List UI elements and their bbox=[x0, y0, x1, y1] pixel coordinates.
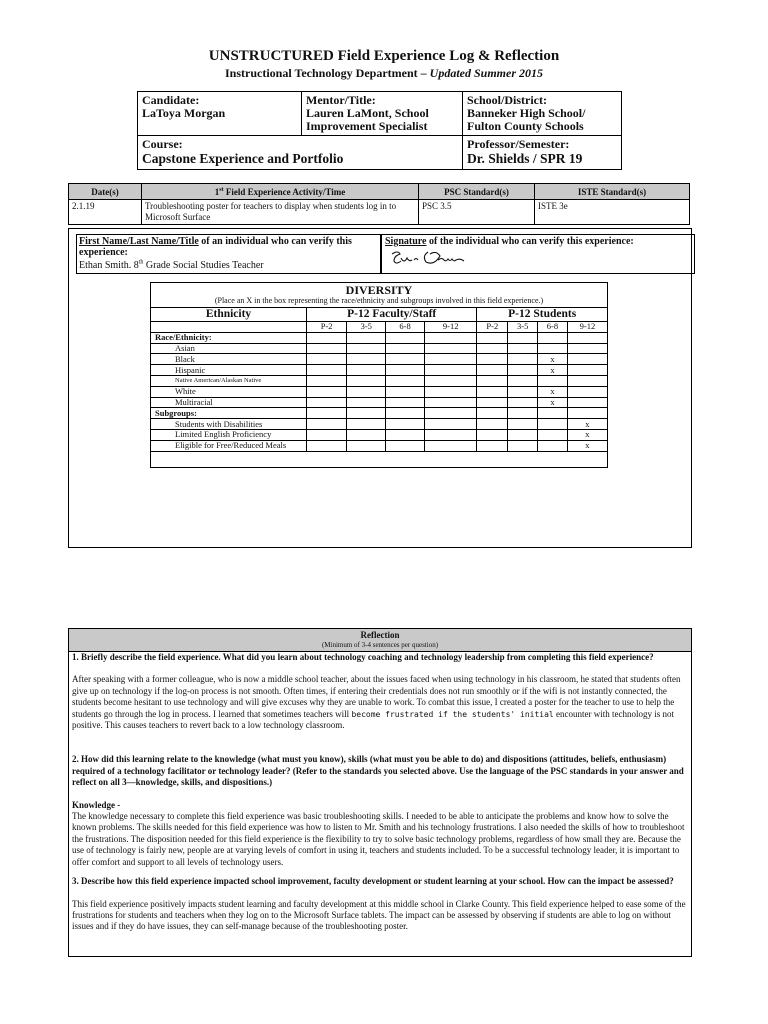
mark-cell[interactable] bbox=[508, 354, 538, 365]
table-row bbox=[151, 429, 608, 440]
answer-2: The knowledge necessary to complete this field experience was basic troubleshooting skills. I needed to be able to anticipate the problems and know how to solve the known problems. The skills needed for this field experience was how to listen to Mr. Smith and his technology frustrations. I also needed the skills of how to troubleshoot the frustrations. The disposition needed for this field experience is the flexibility to try to solve basic technology problems, regardless of how small they are. Because the use of technology is fairly new, people are at varying levels of comfort in using it, teachers and students included. To be a successful technology leader, it is important to offer comfort and support to all levels of technology users. bbox=[72, 811, 685, 867]
mark-cell[interactable] bbox=[508, 375, 538, 386]
question-2: 2. How did this learning relate to the knowledge (what must you know), skills (what must you be able to do) and dispositions (attitudes, beliefs, enthusiasm) required of a technology facilitator or technology leader? (Refer to the standards you selected above. Use the language of the PSC standards in your answer and reflect on all 3—knowledge, skills, and dispositions.) bbox=[72, 754, 684, 788]
mark-cell[interactable] bbox=[567, 343, 607, 354]
verifier-name: Ethan Smith. 8th Grade Social Studies Teacher bbox=[79, 260, 264, 272]
mark-cell[interactable] bbox=[538, 375, 568, 386]
reflection-header bbox=[68, 628, 692, 652]
mark-cell[interactable] bbox=[538, 429, 568, 440]
mark-cell[interactable] bbox=[307, 429, 347, 440]
mark-cell[interactable] bbox=[307, 386, 347, 397]
reflection-body bbox=[72, 652, 688, 933]
grade-header: 3-5 bbox=[508, 322, 538, 333]
course-cell bbox=[138, 136, 463, 170]
page-subtitle bbox=[0, 66, 768, 81]
table-row bbox=[151, 365, 608, 376]
mark-cell[interactable] bbox=[347, 354, 386, 365]
ethnicity-header: Ethnicity bbox=[151, 308, 307, 322]
col-date: Date(s) bbox=[69, 184, 142, 200]
mark-cell[interactable] bbox=[538, 419, 568, 430]
mark-cell[interactable] bbox=[477, 375, 508, 386]
mark-cell[interactable] bbox=[477, 429, 508, 440]
mark-cell[interactable] bbox=[567, 397, 607, 408]
mark-cell[interactable] bbox=[347, 365, 386, 376]
mark-cell[interactable] bbox=[347, 343, 386, 354]
course-name: Capstone Experience and Portfolio bbox=[142, 151, 344, 166]
mark-cell[interactable] bbox=[538, 343, 568, 354]
diversity-instructions: (Place an X in the box representing the race/ethnicity and subgroups involved in this field experience.) bbox=[214, 296, 544, 305]
grade-header: P-2 bbox=[477, 322, 508, 333]
mark-cell[interactable] bbox=[567, 365, 607, 376]
mark-cell[interactable] bbox=[508, 397, 538, 408]
mark-cell[interactable] bbox=[386, 419, 425, 430]
diversity-table bbox=[150, 307, 608, 452]
mark-cell[interactable] bbox=[386, 440, 425, 451]
course-label: Course: bbox=[142, 137, 183, 151]
grade-row bbox=[151, 322, 608, 333]
mark-cell[interactable] bbox=[477, 397, 508, 408]
faculty-header: P-12 Faculty/Staff bbox=[307, 308, 477, 322]
professor-label: Professor/Semester: bbox=[467, 137, 570, 151]
mark-cell[interactable] bbox=[347, 397, 386, 408]
row-label: Native American/Alaskan Native bbox=[151, 375, 307, 386]
mark-cell[interactable] bbox=[386, 386, 425, 397]
mark-cell[interactable]: x bbox=[567, 440, 607, 451]
mentor-name: Lauren LaMont, School Improvement Specialist bbox=[306, 106, 429, 133]
answer-3: This field experience positively impacts student learning and faculty development at this middle school in Clarke County. This field experience helped to ease some of the frustrations for students and teachers when they log on to the Microsoft Surface tablets. The impact can be assessed by observing if students are able to log on without issues and if they do have issues, they can self-manage because of the troubleshooting poster. bbox=[72, 898, 686, 932]
updated-text: Updated Summer 2015 bbox=[429, 66, 544, 80]
table-row bbox=[151, 354, 608, 365]
school-label: School/District: bbox=[467, 93, 547, 107]
grade-header: 6-8 bbox=[386, 322, 425, 333]
table-row bbox=[151, 440, 608, 451]
verifier-name-box: First Name/Last Name/Title of an individual who can verify this experience: Ethan Smith. 8th Grade Social Studies Teacher bbox=[76, 234, 382, 274]
school-name: Banneker High School/ Fulton County Schools bbox=[467, 106, 586, 133]
mark-cell[interactable] bbox=[347, 440, 386, 451]
mark-cell[interactable] bbox=[477, 440, 508, 451]
col-psc: PSC Standard(s) bbox=[419, 184, 535, 200]
row-label: Hispanic bbox=[151, 365, 307, 376]
row-label: Limited English Proficiency bbox=[151, 429, 307, 440]
mark-cell[interactable] bbox=[307, 375, 347, 386]
answer-1: After speaking with a former colleague, who is now a middle school teacher, about the issues faced when using technology in his classroom, he stated that students often give up on technology if the log-on process is not smooth. Often times, if entering their credentials does not run smoothly or if the wifi is not instantly connected, the students become hesitant to use technology and will give excuses why they are unable to work. To combat this issue, I created a poster for the teacher to use to help the students go through the log in process. I learned that sometimes teachers will become frustrated if the students' initial encounter with technology is not positive. This causes teachers to revert back to a low technology classroom. bbox=[72, 674, 681, 731]
activity-description: Troubleshooting poster for teachers to display when students log in to Microsoft Surface bbox=[142, 200, 419, 225]
mark-cell[interactable]: x bbox=[538, 397, 568, 408]
mark-cell[interactable] bbox=[477, 419, 508, 430]
mark-cell[interactable] bbox=[425, 365, 477, 376]
row-label: Students with Disabilities bbox=[151, 419, 307, 430]
mark-cell[interactable] bbox=[386, 354, 425, 365]
candidate-name: LaToya Morgan bbox=[142, 106, 226, 120]
mark-cell[interactable] bbox=[307, 343, 347, 354]
race-heading: Race/Ethnicity: bbox=[151, 332, 307, 343]
mark-cell[interactable] bbox=[567, 354, 607, 365]
grade-header: 9-12 bbox=[567, 322, 607, 333]
knowledge-label: Knowledge - bbox=[72, 799, 121, 810]
mark-cell[interactable] bbox=[425, 440, 477, 451]
mark-cell[interactable] bbox=[386, 375, 425, 386]
grade-header: P-2 bbox=[307, 322, 347, 333]
table-row bbox=[151, 397, 608, 408]
table-row bbox=[151, 419, 608, 430]
students-header: P-12 Students bbox=[477, 308, 608, 322]
row-label: Black bbox=[151, 354, 307, 365]
mark-cell[interactable] bbox=[425, 419, 477, 430]
row-label: Multiracial bbox=[151, 397, 307, 408]
activity-table bbox=[68, 183, 690, 225]
question-1: 1. Briefly describe the field experience. What did you learn about technology coaching and technology leadership from completing this field experience? bbox=[72, 652, 654, 662]
activity-date: 2.1.19 bbox=[69, 200, 142, 225]
mark-cell[interactable] bbox=[477, 354, 508, 365]
mark-cell[interactable] bbox=[425, 386, 477, 397]
mark-cell[interactable] bbox=[347, 419, 386, 430]
mark-cell[interactable] bbox=[386, 343, 425, 354]
mark-cell[interactable] bbox=[508, 365, 538, 376]
mark-cell[interactable]: x bbox=[538, 365, 568, 376]
grade-header: 6-8 bbox=[538, 322, 568, 333]
mark-cell[interactable] bbox=[386, 429, 425, 440]
mark-cell[interactable] bbox=[425, 354, 477, 365]
row-label: Asian bbox=[151, 343, 307, 354]
mark-cell[interactable] bbox=[425, 375, 477, 386]
candidate-cell bbox=[138, 92, 302, 136]
mark-cell[interactable] bbox=[347, 386, 386, 397]
diversity-title: DIVERSITY bbox=[345, 283, 413, 297]
candidate-label: Candidate: bbox=[142, 93, 200, 107]
mark-cell[interactable] bbox=[508, 419, 538, 430]
table-row bbox=[69, 200, 690, 225]
mark-cell[interactable] bbox=[477, 365, 508, 376]
reflection-subtitle: (Minimum of 3-4 sentences per question) bbox=[321, 641, 439, 649]
verifier-signature-box: Signature of the individual who can verify this experience: bbox=[380, 234, 695, 274]
mark-cell[interactable] bbox=[307, 365, 347, 376]
mark-cell[interactable] bbox=[477, 343, 508, 354]
mark-cell[interactable] bbox=[567, 375, 607, 386]
mark-cell[interactable] bbox=[307, 419, 347, 430]
professor-name: Dr. Shields / SPR 19 bbox=[467, 151, 583, 166]
question-3: 3. Describe how this field experience impacted school improvement, faculty development or student learning at your school. How can the impact be assessed? bbox=[72, 876, 674, 887]
mark-cell[interactable] bbox=[386, 365, 425, 376]
mark-cell[interactable] bbox=[425, 343, 477, 354]
professor-cell bbox=[463, 136, 622, 170]
mark-cell[interactable] bbox=[508, 343, 538, 354]
mark-cell[interactable] bbox=[508, 440, 538, 451]
grade-header: 9-12 bbox=[425, 322, 477, 333]
row-label: White bbox=[151, 386, 307, 397]
mark-cell[interactable] bbox=[508, 386, 538, 397]
page-title: UNSTRUCTURED Field Experience Log & Reflection bbox=[208, 48, 560, 64]
mark-cell[interactable]: x bbox=[538, 386, 568, 397]
mark-cell[interactable] bbox=[477, 386, 508, 397]
col-iste: ISTE Standard(s) bbox=[535, 184, 690, 200]
mentor-label: Mentor/Title: bbox=[306, 93, 376, 107]
mark-cell[interactable] bbox=[567, 386, 607, 397]
mark-cell[interactable] bbox=[347, 375, 386, 386]
candidate-info-table bbox=[137, 91, 622, 170]
col-activity: 1st Field Experience Activity/Time bbox=[142, 184, 419, 200]
reflection-title: Reflection bbox=[360, 630, 400, 640]
mark-cell[interactable] bbox=[347, 429, 386, 440]
mark-cell[interactable]: x bbox=[567, 419, 607, 430]
grade-header: 3-5 bbox=[347, 322, 386, 333]
department-text: Instructional Technology Department – bbox=[224, 66, 427, 80]
subgroup-heading-row bbox=[151, 408, 608, 419]
mark-cell[interactable] bbox=[425, 429, 477, 440]
mark-cell[interactable]: x bbox=[538, 354, 568, 365]
race-heading-row bbox=[151, 332, 608, 343]
table-row bbox=[151, 375, 608, 386]
mark-cell[interactable] bbox=[508, 429, 538, 440]
activity-psc: PSC 3.5 bbox=[419, 200, 535, 225]
mark-cell[interactable]: x bbox=[567, 429, 607, 440]
mark-cell[interactable] bbox=[386, 397, 425, 408]
signature-image bbox=[388, 248, 478, 268]
mentor-cell bbox=[302, 92, 463, 136]
activity-iste: ISTE 3e bbox=[535, 200, 690, 225]
mark-cell[interactable] bbox=[307, 440, 347, 451]
table-row bbox=[151, 343, 608, 354]
table-row bbox=[151, 386, 608, 397]
mark-cell[interactable] bbox=[538, 440, 568, 451]
mark-cell[interactable] bbox=[307, 354, 347, 365]
school-cell bbox=[463, 92, 622, 136]
mark-cell[interactable] bbox=[425, 397, 477, 408]
subgroup-heading: Subgroups: bbox=[151, 408, 307, 419]
row-label: Eligible for Free/Reduced Meals bbox=[151, 440, 307, 451]
mark-cell[interactable] bbox=[307, 397, 347, 408]
